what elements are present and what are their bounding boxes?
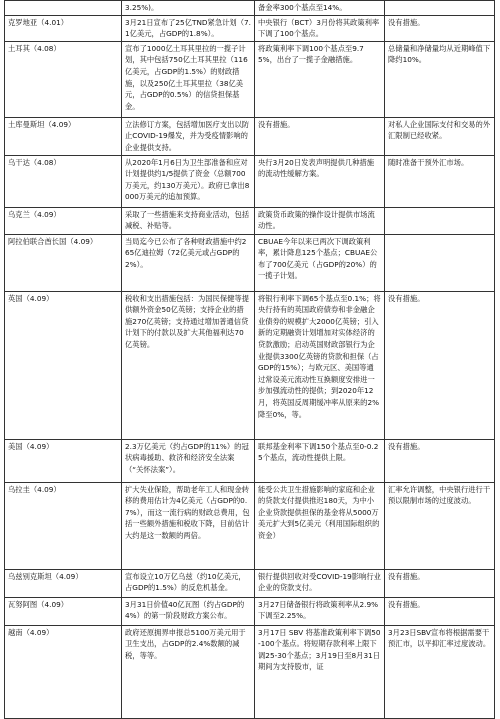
table-row <box>5 597 495 625</box>
country-cell: 土耳其（4.08） <box>5 41 122 117</box>
monetary-measures-cell: 政策货币政策的操作设计提供市场流动性。 <box>255 207 385 234</box>
table-row <box>5 625 495 718</box>
policy-measures-table <box>4 0 495 719</box>
table-row <box>5 207 495 234</box>
exchange-measures-cell <box>385 1 495 16</box>
fiscal-measures-cell: 宣布了1000亿土耳其里拉的一揽子计划，其中包括750亿土耳其里拉（116亿美元，占GDP的1.5%）的财政措施，以及250亿土耳其里拉（38亿美元，占GDP的0.5%）的信贷担保基金。 <box>122 41 255 117</box>
table-row <box>5 482 495 569</box>
fiscal-measures-cell: 2.3万亿美元（约占GDP的11%）的冠状病毒援助、救济和经济安全法案（“关怀法案”）。 <box>122 439 255 482</box>
monetary-measures-cell: 备金率300个基点至14%。 <box>255 1 385 16</box>
fiscal-measures-cell: 扩大失业保险，帮助老年工人和现金转移的费用估计为4亿美元（占GDP的0.7%），而这一流行病的财政总费用，包括一些额外措施和税收下降，目前估计大约是这一数额的两倍。 <box>122 482 255 569</box>
exchange-measures-cell: 对私人企业国际支付和交易的外汇限制已经收紧。 <box>385 117 495 155</box>
fiscal-measures-cell: 税收和支出措施包括：为国民保健等提供额外资金50亿英镑；支持企业的措施270亿英镑；支持通过增加普通信贷计划下的付款以及扩大其他福利达70亿英镑。 <box>122 291 255 439</box>
exchange-measures-cell <box>385 234 495 291</box>
fiscal-measures-cell: 立法修订方案，包括增加医疗支出以防止COVID-19爆发，并为受疫情影响的企业提供支持。 <box>122 117 255 155</box>
fiscal-measures-cell: 从2020年1月6日为卫生部准备和应对计划提供约1/5提供了资金（总额700万美元，约130万美元）。政府已拿出8000万美元的追加预算。 <box>122 155 255 207</box>
fiscal-measures-cell: 政府还原拥界申报总5100万美元用于卫生支出，占GDP的2.4%数额的减税，等等。 <box>122 625 255 718</box>
table-row <box>5 439 495 482</box>
exchange-measures-cell: 没有措施。 <box>385 569 495 597</box>
monetary-measures-cell: 联邦基金利率下调150个基点至0-0.25个基点，流动性提供上限。 <box>255 439 385 482</box>
monetary-measures-cell: 央行3月20日发表声明提供几种措施的流动性缓解方案。 <box>255 155 385 207</box>
exchange-measures-cell: 3月23日SBV宣布将根据需要干预汇市，以平抑汇率过度波动。 <box>385 625 495 718</box>
table-row <box>5 1 495 16</box>
fiscal-measures-cell: 当局迄今已公布了各种财政措施中约265亿迪拉姆（72亿美元或占GDP的2%）。 <box>122 234 255 291</box>
monetary-measures-cell: 将政策利率下调100个基点至9.75%，出台了一揽子金融措施。 <box>255 41 385 117</box>
country-cell: 乌克兰（4.09） <box>5 207 122 234</box>
table-row <box>5 155 495 207</box>
country-cell: 土库曼斯坦（4.09） <box>5 117 122 155</box>
country-cell: 阿拉伯联合酋长国（4.09） <box>5 234 122 291</box>
monetary-measures-cell: 能受公共卫生措施影响的家庭和企业的贷款支付提供推迟180天，为中小企业贷款提供担保的基金将从5000万美元扩大到5亿美元（利用国际组织的资金） <box>255 482 385 569</box>
fiscal-measures-cell: 采取了一些措施来支持商业活动，包括减税、补贴等。 <box>122 207 255 234</box>
exchange-measures-cell: 没有措施。 <box>385 597 495 625</box>
policy-table-page <box>4 0 494 707</box>
monetary-measures-cell: 3月17日 SBV 将基准政策利率下调50-100个基点。将短期存款利率上限下调25-30个基点；3月19日至8月31日期间为支持股市，证 <box>255 625 385 718</box>
exchange-measures-cell: 没有措施。 <box>385 439 495 482</box>
monetary-measures-cell: 银行提供回收对受COVID-19影响行业企业的贷款支付。 <box>255 569 385 597</box>
monetary-measures-cell: 中央银行（BCT）3月份将其政策利率下调了100个基点。 <box>255 15 385 41</box>
exchange-measures-cell: 没有措施。 <box>385 15 495 41</box>
exchange-measures-cell: 没有措施。 <box>385 291 495 439</box>
country-cell: 瓦努阿图（4.09） <box>5 597 122 625</box>
table-row <box>5 234 495 291</box>
table-row <box>5 291 495 439</box>
monetary-measures-cell: CBUAE今年以来已两次下调政策利率，累计降息125个基点；CBUAE公布了700亿美元（占GDP的20%）的一揽子计划。 <box>255 234 385 291</box>
table-row <box>5 117 495 155</box>
monetary-measures-cell: 没有措施。 <box>255 117 385 155</box>
exchange-measures-cell: 总储量和净储量均从近期峰值下降约10%。 <box>385 41 495 117</box>
exchange-measures-cell: 汇率允许调整，中央银行进行干预以限制市场的过度波动。 <box>385 482 495 569</box>
country-cell: 克罗地亚（4.01） <box>5 15 122 41</box>
country-cell: 乌干达（4.08） <box>5 155 122 207</box>
table-row <box>5 15 495 41</box>
table-row <box>5 569 495 597</box>
exchange-measures-cell <box>385 207 495 234</box>
country-cell: 美国（4.09） <box>5 439 122 482</box>
monetary-measures-cell: 3月27日储备银行将政策利率从2.9%下调至2.25%。 <box>255 597 385 625</box>
table-row <box>5 41 495 117</box>
fiscal-measures-cell: 3月21日宣布了25亿TND紧急计划（7.1亿美元，占GDP的1.8%）。 <box>122 15 255 41</box>
country-cell: 乌拉圭（4.09） <box>5 482 122 569</box>
fiscal-measures-cell: 宣布设立10万亿乌兹（约10亿美元，占GDP的1.5%）的反危机基金。 <box>122 569 255 597</box>
country-cell: 越南（4.09） <box>5 625 122 718</box>
exchange-measures-cell: 随时准备干预外汇市场。 <box>385 155 495 207</box>
fiscal-measures-cell: 3月31日价值40亿瓦图（约占GDP的4%）的第一阶段财政方案公布。 <box>122 597 255 625</box>
monetary-measures-cell: 将银行利率下调65个基点至0.1%；将央行持有的英国政府债券和非金融企业债券的规模扩大2000亿英镑；引入新的定期融资计划增加对实体经济的贷款激励；启动英国财政部银行为企业提供3300亿英镑的贷款和担保（占GDP的15%）；与欧元区、美国等通过常设美元流动性互换额度安排进一步加强流动性的提供；到2020年12月，将英国反周期缓冲率从原来的2%降至0%，等。 <box>255 291 385 439</box>
country-cell: 乌兹别克斯坦（4.09） <box>5 569 122 597</box>
fiscal-measures-cell: 3.25%)。 <box>122 1 255 16</box>
country-cell: 英国（4.09） <box>5 291 122 439</box>
country-cell <box>5 1 122 16</box>
